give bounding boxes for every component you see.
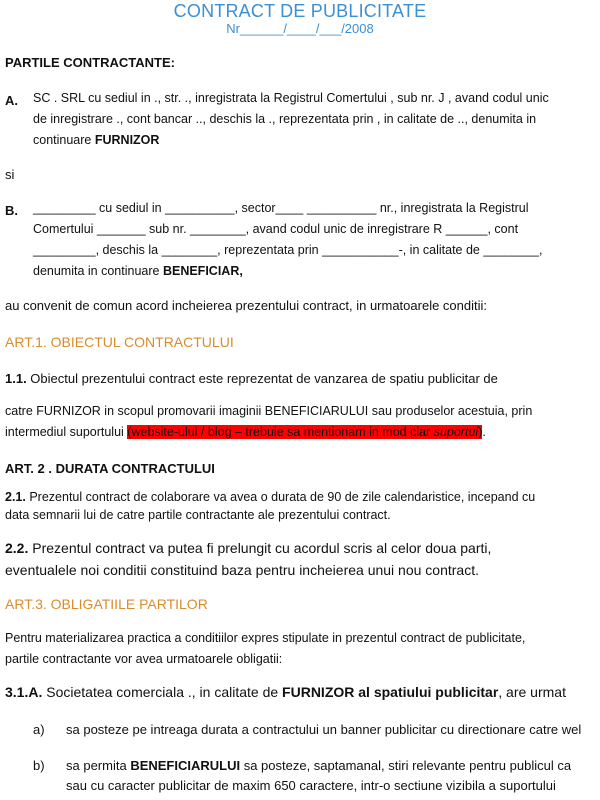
conjunction-si: si xyxy=(5,167,15,182)
art3-section-3-1-a: 3.1.A. Societatea comerciala ., in calitate de FURNIZOR al spatiului publicitar, are urmat xyxy=(5,684,566,700)
item-b-text: sa permita BENEFICIARULUI sa posteze, saptamanal, stiri relevante pentru publicul ca xyxy=(66,758,572,773)
art2-heading: ART. 2 . DURATA CONTRACTULUI xyxy=(5,461,215,476)
contract-number: Nr______/____/___/2008 xyxy=(226,21,374,36)
item-a-marker: a) xyxy=(33,722,45,737)
art2-paragraph-2: 2.2. Prezentul contract va putea fi prelungit cu acordul scris al celor doua parti, eventualele noi conditii constituind baza pentru incheierea unui nou contract. xyxy=(5,540,492,578)
page-title: CONTRACT DE PUBLICITATE xyxy=(173,1,427,21)
art3-heading: ART.3. OBLIGATIILE PARTILOR xyxy=(5,596,208,612)
party-b-marker: B. xyxy=(5,203,18,218)
parties-heading: PARTILE CONTRACTANTE: xyxy=(5,55,175,70)
art1-paragraph-1: 1.1. Obiectul prezentului contract este reprezentat de vanzarea de spatiu publicitar de xyxy=(5,371,498,386)
party-a-text: SC . SRL cu sediul in ., str. ., inregistrata la Registrul Comertului , sub nr. J , avand codul unic de inregistrare ., cont bancar .., deschis la ., reprezentata prin , in calitate de .., denumita in continuare FURNIZOR xyxy=(33,91,549,147)
item-a-text: sa posteze pe intreaga durata a contractului un banner publicitar cu directionare catre wel xyxy=(66,722,582,737)
art1-paragraph-2: catre FURNIZOR in scopul promovarii imaginii BENEFICIARULUI sau produselor acestuia, prin intermediul suportului (website-ului / blog – trebuie sa mentionam in mod clar suportul). xyxy=(5,404,533,439)
agreement-statement: au convenit de comun acord incheierea prezentului contract, in urmatoarele conditii: xyxy=(5,298,487,313)
support-highlight: (website-ului / blog – trebuie sa mentionam in mod clar suportul) xyxy=(127,425,483,439)
party-b-text: _________ cu sediul in __________, sector____ __________ nr., inregistrata la Registrul Comertului _______ sub nr. ________, avand codul unic de inregistrare R ______, cont _________, deschis la ________, reprezentata prin ___________-, in calitate de ________, denumita in continuare BENEFICIAR, xyxy=(33,201,543,278)
art2-paragraph-1: 2.1. Prezentul contract de colaborare va avea o durata de 90 de zile calendaristice, incepand cu data semnarii lui de catre partile contractante ale prezentului contract. xyxy=(5,490,536,522)
party-a-marker: A. xyxy=(5,93,18,108)
item-b-marker: b) xyxy=(33,758,45,773)
art3-intro: Pentru materializarea practica a conditiilor expres stipulate in prezentul contract de publicitate, partile contractante vor avea urmatoarele obligatii: xyxy=(5,631,526,666)
item-b-text-line2: sau cu caracter publicitar de maxim 650 caractere, intr-o sectiune vizibila a suportului xyxy=(66,778,556,793)
art1-heading: ART.1. OBIECTUL CONTRACTULUI xyxy=(5,334,234,350)
